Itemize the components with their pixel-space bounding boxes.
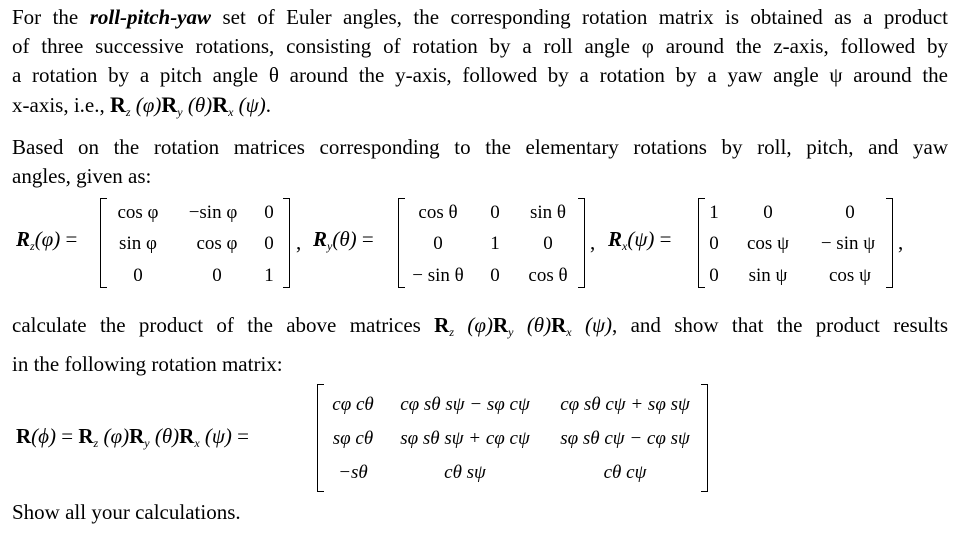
- rx-cell: cos ψ: [747, 233, 789, 254]
- intro-line-2: of three successive rotations, consisting of rotation by a roll angle φ around the z-axis, followed by: [12, 34, 948, 58]
- result-cell: cθ cψ: [603, 462, 647, 483]
- intro-line-1: For the roll-pitch-yaw set of Euler angles, the corresponding rotation matrix is obtained as a product: [12, 5, 948, 29]
- roll-pitch-yaw-term: roll-pitch-yaw: [89, 5, 212, 29]
- calc-line-1: calculate the product of the above matrices $R_z$ $(\varphi)R_y$ $(\theta)R_x$ (ψ), and show that the product results: [12, 313, 949, 339]
- ry-cell: cos θ: [418, 202, 458, 223]
- rz-cell: −sin φ: [188, 202, 238, 223]
- result-cell: cφ sθ cψ + sφ sψ: [560, 394, 690, 415]
- rx-cell: 0: [763, 202, 773, 223]
- ry-cell: 0: [490, 265, 500, 286]
- ry-cell: sin θ: [529, 202, 567, 223]
- rz-cell: 0: [264, 233, 274, 254]
- footer-instruction: Show all your calculations.: [12, 500, 241, 524]
- calc-line-2: in the following rotation matrix:: [12, 352, 283, 376]
- result-label: $R(\phi) = R_z$ $(\varphi)R_y$ $(\theta)R_x$ (ψ) =: [16, 424, 250, 450]
- comma: ,: [898, 230, 904, 254]
- intro-line-3: a rotation by a pitch angle θ around the y-axis, followed by a rotation by a yaw angle ψ around the: [12, 63, 948, 87]
- rz-bracket-right: [283, 198, 290, 288]
- result-cell: −sθ: [338, 462, 368, 483]
- based-line-2: angles, given as:: [12, 164, 152, 188]
- rz-cell: sin φ: [119, 233, 157, 254]
- rx-cell: sin ψ: [748, 265, 788, 286]
- rx-cell: cos ψ: [829, 265, 871, 286]
- comma: ,: [296, 230, 302, 254]
- rz-cell: 0: [264, 202, 274, 223]
- result-cell: sφ sθ cψ − cφ sψ: [560, 428, 690, 449]
- rz-bracket-left: [100, 198, 107, 288]
- based-line-1: Based on the rotation matrices corresponding to the elementary rotations by roll, pitch, and yaw: [12, 135, 948, 159]
- ry-cell: 0: [490, 202, 500, 223]
- result-bracket-left: [317, 384, 324, 492]
- ry-cell: cos θ: [528, 265, 568, 286]
- rz-cell: 0: [212, 265, 222, 286]
- result-bracket-right: [701, 384, 708, 492]
- rx-cell: 0: [845, 202, 855, 223]
- ry-cell: 0: [543, 233, 553, 254]
- rx-cell: 0: [709, 233, 719, 254]
- rx-cell: 0: [709, 265, 719, 286]
- ry-cell: 1: [490, 233, 500, 254]
- result-cell: sφ sθ sψ + cφ cψ: [400, 428, 530, 449]
- ry-cell: − sin θ: [412, 265, 464, 286]
- result-cell: cφ sθ sψ − sφ cψ: [400, 394, 530, 415]
- ry-cell: 0: [433, 233, 443, 254]
- result-cell: cθ sψ: [444, 462, 486, 483]
- rz-cell: 1: [264, 265, 274, 286]
- rx-label: $R_x(\psi)$ =: [608, 227, 672, 253]
- rz-cell: cos φ: [117, 202, 159, 223]
- ry-label: $R_y(\theta)$ =: [313, 227, 374, 253]
- rz-label: $R_z(\varphi)$ =: [16, 227, 78, 253]
- result-cell: cφ cθ: [332, 394, 374, 415]
- ry-bracket-right: [578, 198, 585, 288]
- comma: ,: [590, 230, 596, 254]
- rx-cell: − sin ψ: [820, 233, 876, 254]
- rz-cell: cos φ: [196, 233, 238, 254]
- rz-cell: 0: [133, 265, 143, 286]
- rx-cell: 1: [709, 202, 719, 223]
- result-cell: sφ cθ: [332, 428, 374, 449]
- intro-line-4: x-axis, i.e., $R_z$ $(\varphi)R_y$ $(\theta)R_x$ (ψ).: [12, 92, 271, 119]
